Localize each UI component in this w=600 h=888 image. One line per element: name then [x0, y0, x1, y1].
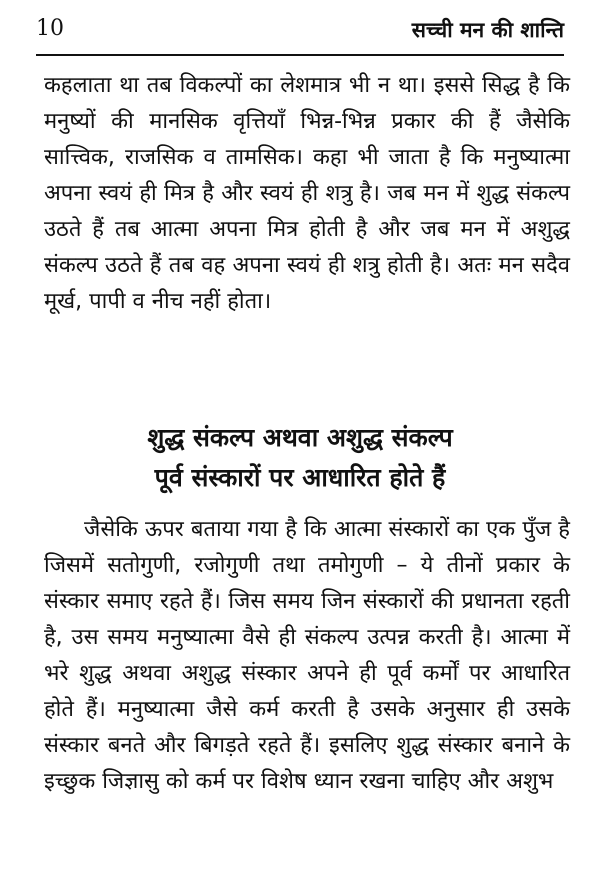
section-heading: [30, 418, 570, 498]
header-divider: [36, 54, 564, 56]
running-title: सच्ची मन की शान्ति: [411, 18, 564, 42]
section-heading-line-2: पूर्व संस्कारों पर आधारित होते हैं: [154, 463, 446, 492]
page-header: [36, 14, 564, 48]
paragraph-continued: कहलाता था तब विकल्पों का लेशमात्र भी न था। इससे सिद्ध है कि मनुष्यों की मानसिक वृत्तियाँ भिन्न-भिन्न प्रकार की हैं जैसेकि सात्त्विक, राजसिक व तामसिक। कहा भी जाता है कि मनुष्यात्मा अपना स्वयं ही मित्र है और स्वयं ही शत्रु है। जब मन में शुद्ध संकल्प उठते हैं तब आत्मा अपना मित्र होती है और जब मन में अशुद्ध संकल्प उठते हैं तब वह अपना स्वयं ही शत्रु होती है। अतः मन सदैव मूर्ख, पापी व नीच नहीं होता।: [44, 73, 570, 314]
page-number: 10: [36, 16, 64, 41]
paragraph-section-body: जैसेकि ऊपर बताया गया है कि आत्मा संस्कारों का एक पुँज है जिसमें सतोगुणी, रजोगुणी तथा तमोगुणी – ये तीनों प्रकार के संस्कार समाए रहते हैं। जिस समय जिन संस्कारों की प्रधानता रहती है, उस समय मनुष्यात्मा वैसे ही संकल्प उत्पन्न करती है। आत्मा में भरे शुद्ध अथवा अशुद्ध संस्कार अपने ही पूर्व कर्मों पर आधारित होते हैं। मनुष्यात्मा जैसे कर्म करती है उसके अनुसार ही उसके संस्कार बनते और बिगड़ते रहते हैं। इसलिए शुद्ध संस्कार बनाने के इच्छुक जिज्ञासु को कर्म पर विशेष ध्यान रखना चाहिए और अशुभ: [44, 517, 570, 794]
section-heading-line-1: शुद्ध संकल्प अथवा अशुद्ध संकल्प: [147, 423, 453, 452]
